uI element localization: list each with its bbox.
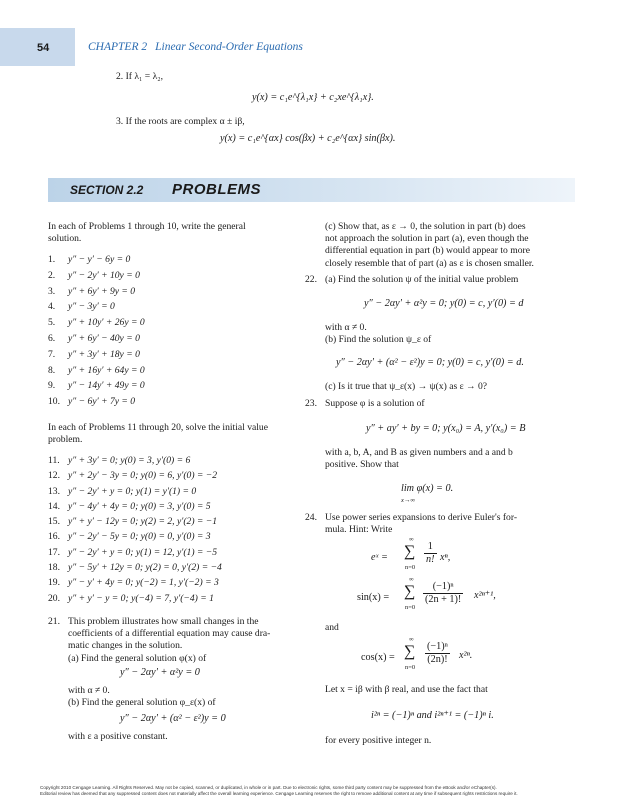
problem-equation: y″ + y′ − 12y = 0; y(2) = 2, y′(2) = −1 <box>68 516 218 528</box>
sin-sum-lower: n=0 <box>405 604 416 611</box>
problem-item <box>48 516 222 531</box>
cos-fraction: $\frac{\text{(−1)ⁿ}}{(2n)!}$ <box>427 641 448 666</box>
problem-number: 11. <box>48 455 60 466</box>
problem-item <box>48 470 222 485</box>
problem-item <box>48 547 222 562</box>
problem-item <box>48 577 222 592</box>
sin-sum-sign: ∑ <box>404 583 416 600</box>
exp-tail: xⁿ, <box>440 552 451 563</box>
problem-number: 15. <box>48 516 60 528</box>
cos-sum-sign: ∑ <box>404 643 416 660</box>
problem-21b-condition: with ε a positive constant. <box>68 731 168 742</box>
problem-number: 9. <box>48 380 56 392</box>
chapter-label: CHAPTER 2 <box>88 41 148 53</box>
problem-item <box>48 286 145 302</box>
problem-item <box>48 380 145 396</box>
problem-equation: y″ − 5y′ + 12y = 0; y(2) = 0, y′(2) = −4 <box>68 562 222 574</box>
problem-item <box>48 301 145 317</box>
cos-sum-upper: ∞ <box>409 636 414 643</box>
case-3-equation: y(x) = c₁e^{αx} cos(βx) + c₂e^{αx} sin(βx). <box>220 133 396 144</box>
problem-22a-equation: y″ − 2αy′ + α²y = 0; y(0) = c, y′(0) = d <box>364 298 524 309</box>
cos-lhs: cos(x) = <box>361 652 395 663</box>
problem-23: 23. Suppose φ is a solution of <box>305 398 425 409</box>
exp-fraction: $\frac{1}{n!}$ <box>426 541 435 566</box>
problem-23-text: with a, b, A, and B as given numbers and a and b positive. Show that <box>325 447 513 471</box>
problem-item <box>48 365 145 381</box>
problem-22c-text: (c) Is it true that ψ_ε(x) → ψ(x) as ε → 0? <box>325 381 488 392</box>
problem-equation: y″ − 2y′ + 10y = 0 <box>68 269 140 281</box>
exp-sum-sign: ∑ <box>404 543 416 560</box>
problem-equation: y″ + 6y′ − 40y = 0 <box>68 332 140 344</box>
problem-number: 19. <box>48 577 60 589</box>
problem-equation: y″ + 10y′ + 26y = 0 <box>68 317 145 329</box>
problem-21a-equation: y″ − 2αy′ + α²y = 0 <box>120 667 200 678</box>
cos-sum-lower: n=0 <box>405 664 416 671</box>
problem-equation: y″ − y′ + 4y = 0; y(−2) = 1, y′(−2) = 3 <box>68 577 219 589</box>
problems-11-20-list <box>48 455 222 608</box>
problem-equation: y″ + 3y′ = 0; y(0) = 3, y′(0) = 6 <box>68 455 191 466</box>
sin-sum-upper: ∞ <box>409 576 414 583</box>
problem-21b-equation: y″ − 2αy′ + (α² − ε²)y = 0 <box>120 713 226 724</box>
problem-item <box>48 593 222 608</box>
problem-equation: y″ − y′ − 6y = 0 <box>68 254 131 265</box>
problems-1-10-list <box>48 254 145 412</box>
sin-lhs: sin(x) = <box>357 592 390 603</box>
case-2-text: 2. If λ₁ = λ₂, <box>116 71 163 82</box>
problem-item <box>48 501 222 516</box>
problem-number: 14. <box>48 500 60 512</box>
sin-tail: x²ⁿ⁺¹, <box>474 590 496 601</box>
section-number: SECTION 2.2 <box>70 183 144 197</box>
chapter-title: Linear Second-Order Equations <box>155 41 303 53</box>
problem-22: 22. (a) Find the solution ψ of the initial value problem <box>305 274 519 285</box>
running-head <box>88 41 311 53</box>
problem-item <box>48 486 222 501</box>
problem-number: 10. <box>48 396 60 408</box>
cos-tail: x²ⁿ. <box>459 650 473 661</box>
problem-21: 21. This problem illustrates how small changes in the coefficients of a differential equation may cause dra- matic changes in the solution. (a) Find the general solution φ(x) of <box>48 616 271 664</box>
problem-equation: y″ + y′ − y = 0; y(−4) = 7, y′(−4) = 1 <box>68 592 214 604</box>
problem-22b-equation: y″ − 2αy′ + (α² − ε²)y = 0; y(0) = c, y′(0) = d. <box>336 357 524 368</box>
let-text: Let x = iβ with β real, and use the fact that <box>325 684 488 695</box>
problem-number: 1. <box>48 254 56 265</box>
problem-number: 3. <box>48 285 56 297</box>
problem-number: 17. <box>48 546 60 558</box>
problem-item <box>48 531 222 546</box>
problem-equation: y″ − 2y′ + y = 0; y(1) = y′(1) = 0 <box>68 485 197 497</box>
problem-equation: y″ − 3y′ = 0 <box>68 301 115 313</box>
problem-equation: y″ − 2y′ − 5y = 0; y(0) = 0, y′(0) = 3 <box>68 531 211 543</box>
problem-number: 16. <box>48 531 60 543</box>
problem-22b-text: (b) Find the solution ψ_ε of <box>325 334 432 345</box>
instructions-1-10: In each of Problems 1 through 10, write the general solution. <box>48 221 246 245</box>
problem-equation: y″ + 3y′ + 18y = 0 <box>68 348 140 360</box>
problem-number: 2. <box>48 269 56 281</box>
problem-item <box>48 349 145 365</box>
problem-number: 8. <box>48 364 56 376</box>
problem-item <box>48 396 145 412</box>
problem-number: 13. <box>48 485 60 497</box>
problem-21b-text: (b) Find the general solution φ_ε(x) of <box>68 697 216 708</box>
exp-lhs: eˣ = <box>371 552 388 563</box>
problem-equation: y″ + 2y′ − 3y = 0; y(0) = 6, y′(0) = −2 <box>68 470 218 482</box>
and-text: and <box>325 622 339 633</box>
problem-equation: y″ − 4y′ + 4y = 0; y(0) = 3, y′(0) = 5 <box>68 500 211 512</box>
problem-item <box>48 254 145 270</box>
i-powers-equation: i²ⁿ = (−1)ⁿ and i²ⁿ⁺¹ = (−1)ⁿ i. <box>371 710 494 721</box>
problem-number: 5. <box>48 317 56 329</box>
problem-number: 12. <box>48 470 60 482</box>
problem-24: 24. Use power series expansions to derive Euler's for- mula. Hint: Write <box>305 512 518 536</box>
copyright-footer: Copyright 2010 Cengage Learning. All Rights Reserved. May not be copied, scanned, or duplicated, in whole or in part. Due to electronic rights, some third party content may be suppressed from the eBook and/or eChapter(s). Editorial review has deemed that any suppressed content does not materially affect the overall learning experience. Cengage Learning reserves the right to remove additional content at any time if subsequent rights restrictions require it. <box>40 785 518 796</box>
problem-equation: y″ − 2y′ + y = 0; y(1) = 12, y′(1) = −5 <box>68 546 218 558</box>
problem-21a-condition: with α ≠ 0. <box>68 685 110 696</box>
problem-equation: y″ + 6y′ + 9y = 0 <box>68 285 136 297</box>
sin-fraction: $\frac{\text{(−1)ⁿ}}{(2n + 1)!}$ <box>425 581 462 606</box>
problem-22-condition: with α ≠ 0. <box>325 322 367 333</box>
page-number: 54 <box>37 42 50 54</box>
problem-23-limit-subscript: x→∞ <box>401 497 416 504</box>
problem-number: 20. <box>48 592 60 604</box>
problem-item <box>48 455 222 470</box>
problem-equation: y″ − 6y′ + 7y = 0 <box>68 396 136 408</box>
problem-equation: y″ − 14y′ + 49y = 0 <box>68 380 145 392</box>
problem-item <box>48 270 145 286</box>
problem-equation: y″ + 16y′ + 64y = 0 <box>68 364 145 376</box>
problem-23-limit: lim φ(x) = 0. <box>401 483 454 494</box>
exp-sum-upper: ∞ <box>409 536 414 543</box>
problem-23-equation: y″ + ay′ + by = 0; y(x₀) = A, y′(x₀) = B <box>366 423 526 434</box>
instructions-11-20: In each of Problems 11 through 20, solve the initial value problem. <box>48 422 268 446</box>
problem-number: 6. <box>48 332 56 344</box>
problem-21c: (c) Show that, as ε → 0, the solution in part (b) does not approach the solution in part (a), even though the differential equation in part (b) would appear to more closely resemble that of part (a) as ε is chosen smaller. <box>325 221 534 269</box>
problem-number: 4. <box>48 301 56 313</box>
problem-item <box>48 562 222 577</box>
problem-number: 18. <box>48 562 60 574</box>
problem-number: 7. <box>48 348 56 360</box>
final-text: for every positive integer n. <box>325 735 432 746</box>
case-3-text: 3. If the roots are complex α ± iβ, <box>116 116 245 127</box>
problem-item <box>48 317 145 333</box>
section-title: PROBLEMS <box>172 181 262 198</box>
exp-sum-lower: n=0 <box>405 564 416 571</box>
problem-item <box>48 333 145 349</box>
case-2-equation: y(x) = c₁e^{λ₁x} + c₂xe^{λ₁x}. <box>252 92 374 103</box>
